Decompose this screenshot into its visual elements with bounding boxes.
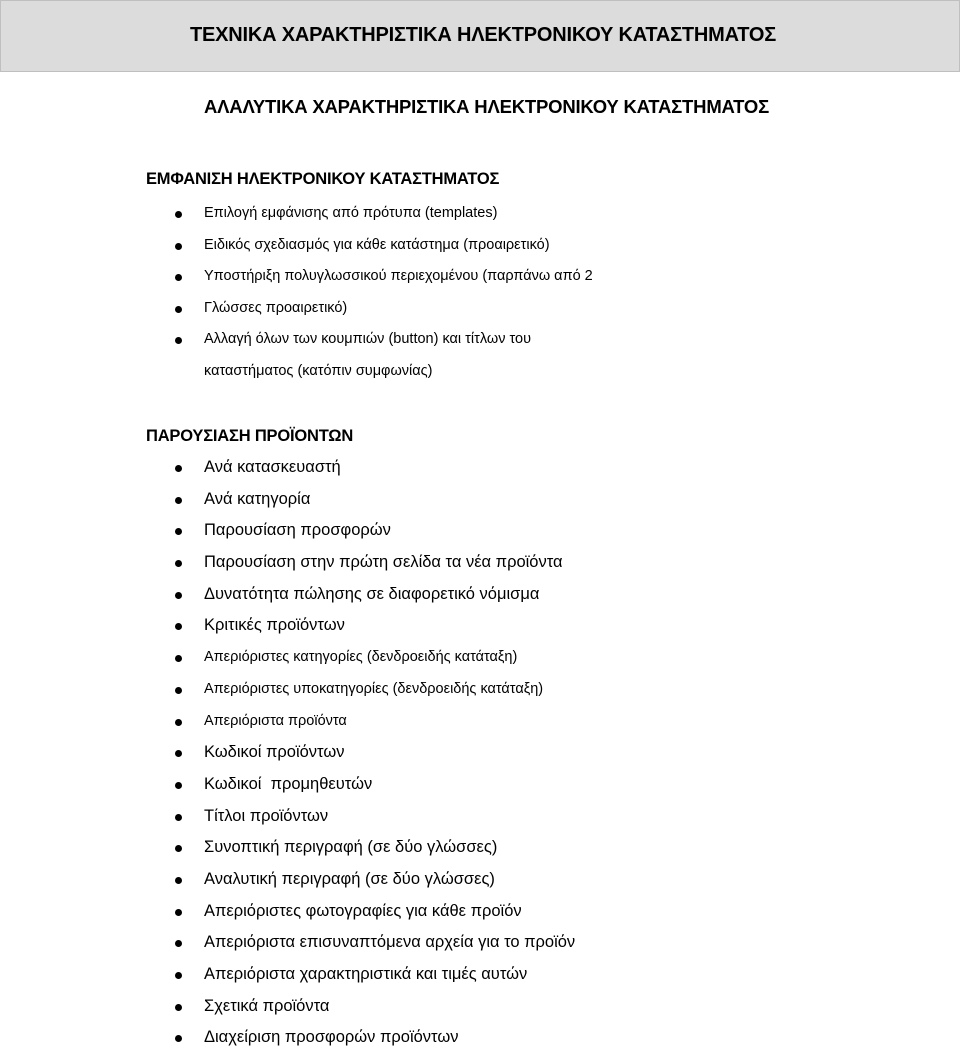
list-item: Διαχείριση προσφορών προϊόντων	[0, 1022, 575, 1054]
bullet-icon	[175, 337, 182, 344]
section-heading-products: ΠΑΡΟΥΣΙΑΣΗ ΠΡΟΪΟΝΤΩΝ	[146, 427, 354, 445]
bullet-icon	[175, 782, 182, 789]
list-item: Επιλογή εμφάνισης από πρότυπα (templates)	[0, 198, 593, 230]
list-item: Απεριόριστα χαρακτηριστικά και τιμές αυτών	[0, 959, 575, 991]
list-item: Δυνατότητα πώλησης σε διαφορετικό νόμισμα	[0, 579, 575, 611]
list-item: Τίτλοι προϊόντων	[0, 801, 575, 833]
bullet-icon	[175, 211, 182, 218]
bullet-icon	[175, 814, 182, 821]
list-item: Σχετικά προϊόντα	[0, 991, 575, 1023]
bullet-icon	[175, 972, 182, 979]
list-item: Αναλυτική περιγραφή (σε δύο γλώσσες)	[0, 864, 575, 896]
list-item: Γλώσσες προαιρετικό)	[0, 293, 593, 325]
bullet-icon	[175, 719, 182, 726]
bullet-icon	[175, 1004, 182, 1011]
bullet-icon	[175, 497, 182, 504]
bullet-icon	[175, 687, 182, 694]
list-item: Παρουσίαση στην πρώτη σελίδα τα νέα προϊόντα	[0, 547, 575, 579]
bullet-icon	[175, 940, 182, 947]
bullet-icon	[175, 877, 182, 884]
bullet-icon	[175, 274, 182, 281]
list-item: Ανά κατασκευαστή	[0, 452, 575, 484]
bullet-icon	[175, 1035, 182, 1042]
list-item: Απεριόριστες υποκατηγορίες (δενδροειδής κατάταξη)	[0, 674, 575, 706]
list-item: Παρουσίαση προσφορών	[0, 515, 575, 547]
bullet-icon	[175, 592, 182, 599]
bullet-icon	[175, 306, 182, 313]
section-heading-appearance: ΕΜΦΑΝΙΣΗ ΗΛΕΚΤΡΟΝΙΚΟΥ ΚΑΤΑΣΤΗΜΑΤΟΣ	[146, 170, 500, 188]
bullet-icon	[175, 560, 182, 567]
list-item: Κωδικοί προμηθευτών	[0, 769, 575, 801]
list-item: Κωδικοί προϊόντων	[0, 737, 575, 769]
list-item: Ανά κατηγορία	[0, 484, 575, 516]
bullet-icon	[175, 243, 182, 250]
list-item: Αλλαγή όλων των κουμπιών (button) και τίτλων του	[0, 324, 593, 356]
bullet-icon	[175, 845, 182, 852]
bullet-icon	[175, 465, 182, 472]
bullet-icon	[175, 655, 182, 662]
products-list	[0, 452, 575, 1054]
list-item: Υποστήριξη πολυγλωσσικού περιεχομένου (παρπάνω από 2	[0, 261, 593, 293]
list-item: Απεριόριστες κατηγορίες (δενδροειδής κατάταξη)	[0, 642, 575, 674]
bullet-icon	[175, 909, 182, 916]
list-item: Απεριόριστες φωτογραφίες για κάθε προϊόν	[0, 896, 575, 928]
list-item: Κριτικές προϊόντων	[0, 610, 575, 642]
bullet-icon	[175, 750, 182, 757]
list-item: Απεριόριστα επισυναπτόμενα αρχεία για το προϊόν	[0, 927, 575, 959]
page-title: ΤΕΧΝΙΚΑ ΧΑΡΑΚΤΗΡΙΣΤΙΚΑ ΗΛΕΚΤΡΟΝΙΚΟΥ ΚΑΤΑΣΤΗΜΑΤΟΣ	[189, 24, 777, 46]
list-item: Απεριόριστα προϊόντα	[0, 706, 575, 738]
bullet-icon	[175, 623, 182, 630]
list-item-continuation: καταστήματος (κατόπιν συμφωνίας)	[204, 362, 433, 379]
bullet-icon	[175, 528, 182, 535]
document-subtitle: ΑΛΑΛΥΤΙΚΑ ΧΑΡΑΚΤΗΡΙΣΤΙΚΑ ΗΛΕΚΤΡΟΝΙΚΟΥ ΚΑΤΑΣΤΗΜΑΤΟΣ	[204, 96, 770, 117]
appearance-list	[0, 198, 593, 388]
list-item: Ειδικός σχεδιασμός για κάθε κατάστημα (προαιρετικό)	[0, 230, 593, 262]
list-item: Συνοπτική περιγραφή (σε δύο γλώσσες)	[0, 832, 575, 864]
